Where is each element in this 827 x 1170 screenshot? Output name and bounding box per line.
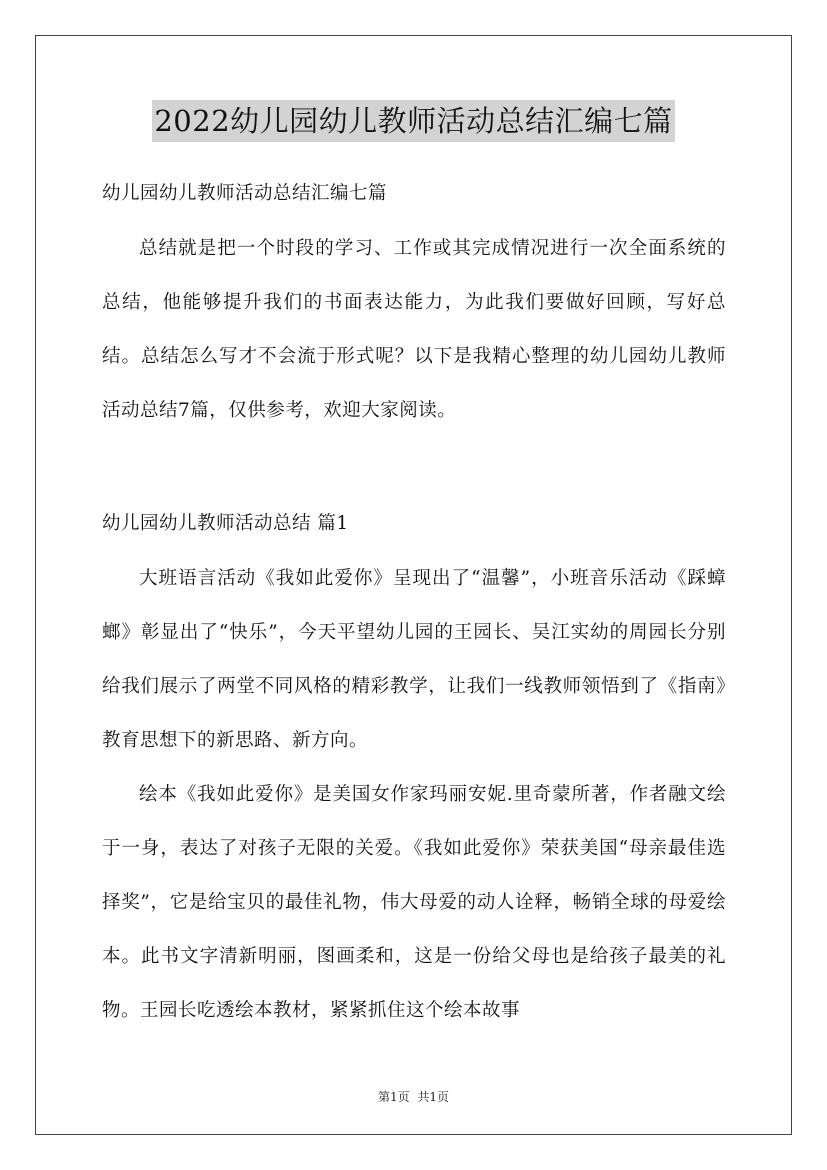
document-title: 2022幼儿园幼儿教师活动总结汇编七篇 <box>152 100 674 142</box>
document-body <box>102 170 726 1038</box>
section-title: 幼儿园幼儿教师活动总结 篇1 <box>102 513 349 534</box>
body-paragraph: 绘本《我如此爱你》是美国女作家玛丽安妮.里奇蒙所著，作者融文绘于一身，表达了对孩子无限的关爱。《我如此爱你》荣获美国“母亲最佳选择奖”，它是给宝贝的最佳礼物，伟大母爱的动人诠释，畅销全球的母爱绘本。此书文字清新明丽，图画柔和，这是一份给父母也是给孩子最美的礼物。王园长吃透绘本教材，紧紧抓住这个绘本故事 <box>102 784 726 1021</box>
intro-paragraph: 总结就是把一个时段的学习、工作或其完成情况进行一次全面系统的总结，他能够提升我们的书面表达能力，为此我们要做好回顾，写好总结。总结怎么写才不会流于形式呢？以下是我精心整理的幼儿园幼儿教师活动总结7篇，仅供参考，欢迎大家阅读。 <box>102 238 726 421</box>
body-paragraph: 大班语言活动《我如此爱你》呈现出了“温馨”，小班音乐活动《踩蟑螂》彰显出了“快乐”，今天平望幼儿园的王园长、吴江实幼的周园长分别给我们展示了两堂不同风格的精彩教学，让我们一线教师领悟到了《指南》教育思想下的新思路、新方向。 <box>102 568 726 751</box>
document-subtitle: 幼儿园幼儿教师活动总结汇编七篇 <box>102 183 388 204</box>
page-footer: 第1页 共1页 <box>377 1090 450 1104</box>
title-container <box>0 100 827 142</box>
